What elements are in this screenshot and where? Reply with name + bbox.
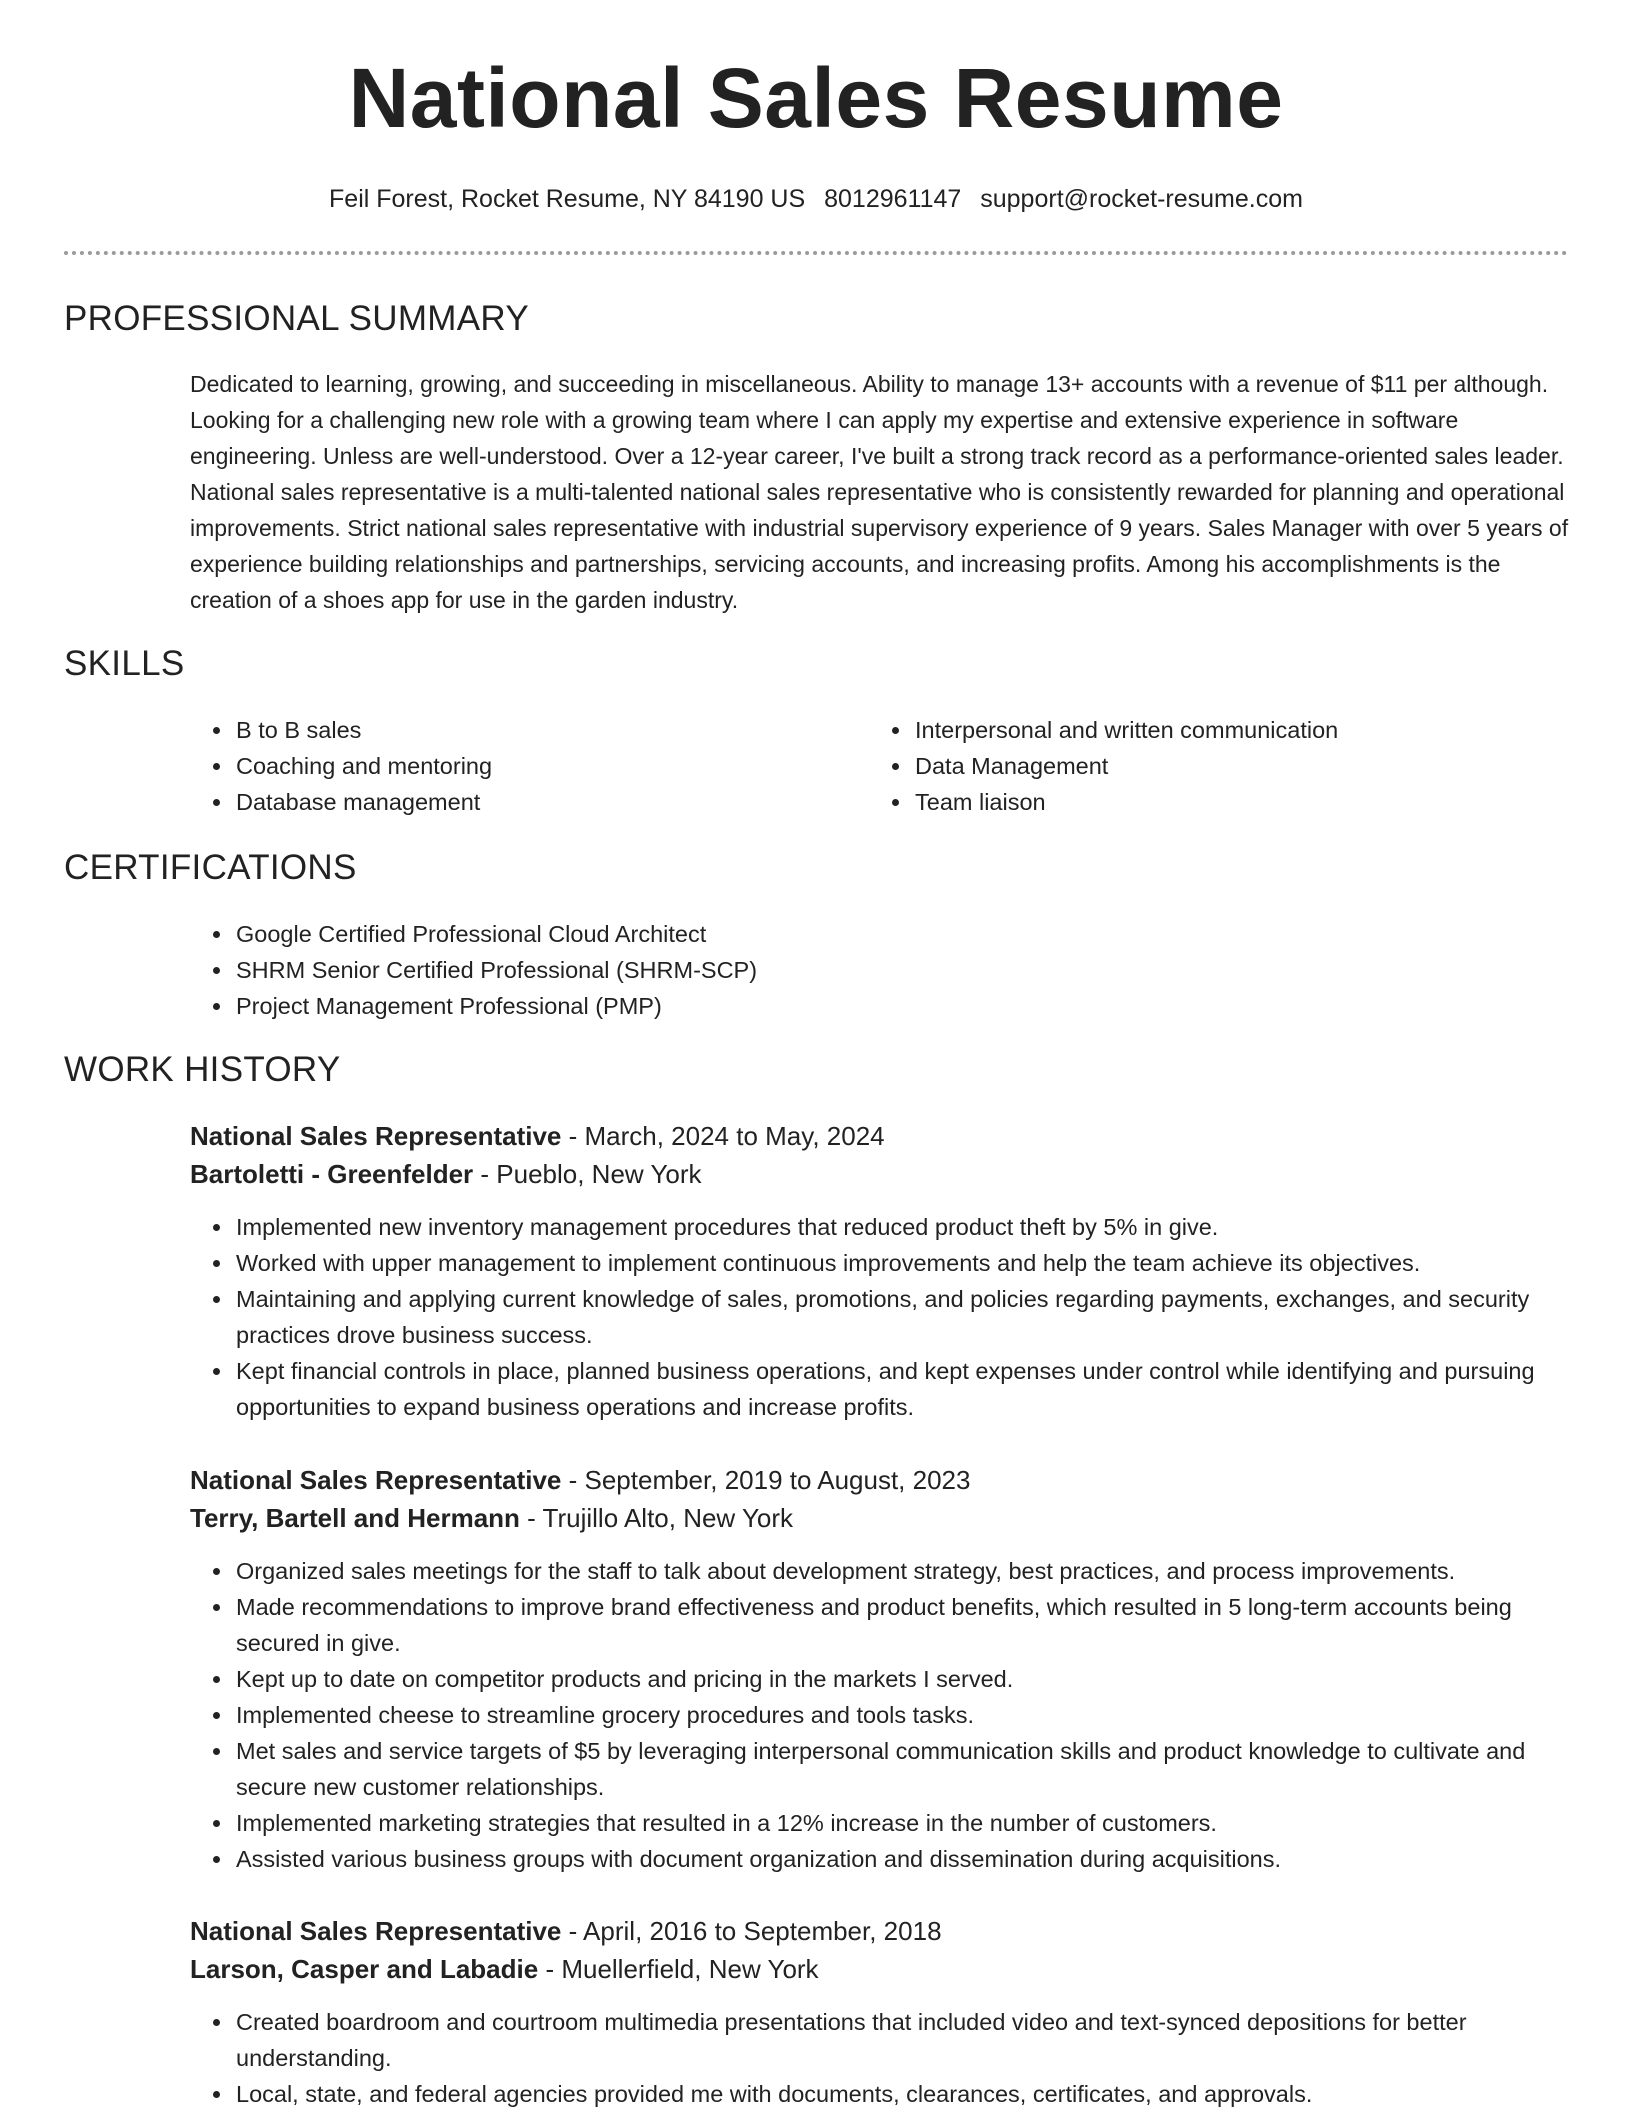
summary-heading: PROFESSIONAL SUMMARY: [64, 299, 529, 338]
contact-address: Feil Forest, Rocket Resume, NY 84190 US: [329, 185, 806, 213]
resume-title: National Sales Resume: [348, 51, 1284, 145]
job-entry: [190, 1117, 1570, 1425]
job-dates: - March, 2024 to May, 2024: [561, 1121, 885, 1151]
skills-column-left: [190, 712, 830, 820]
job-location: - Trujillo Alto, New York: [519, 1503, 794, 1533]
job-bullet: • Implemented new inventory management procedures that reduced product theft by 5% in give.: [234, 1209, 1570, 1245]
job-bullet: • Assisted various business groups with document organization and dissemination during acquisitions.: [234, 1841, 1570, 1877]
skill-item: • B to B sales: [234, 712, 830, 748]
job-bullet: • Kept up to date on competitor products and pricing in the markets I served.: [234, 1661, 1570, 1697]
job-company-line: [190, 1950, 1570, 1988]
certification-item: • Project Management Professional (PMP): [234, 988, 1290, 1024]
job-company: Bartoletti - Greenfelder: [190, 1159, 474, 1189]
skills-column-right: [869, 712, 1509, 820]
job-bullet: • Met sales and service targets of $5 by leveraging interpersonal communication skills and product knowledge to cultivate and secure new customer relationships.: [234, 1733, 1570, 1805]
job-title: National Sales Representative: [190, 1121, 562, 1151]
job-location: - Muellerfield, New York: [538, 1954, 819, 1984]
contact-line: [0, 183, 1632, 215]
job-bullets: [190, 1553, 1570, 1877]
job-location: - Pueblo, New York: [473, 1159, 702, 1189]
skill-item: • Interpersonal and written communication: [913, 712, 1509, 748]
summary-text: Dedicated to learning, growing, and succeeding in miscellaneous. Ability to manage 13+ accounts with a revenue of $11 per although. Looking for a challenging new role with a growing team where I can apply my expertise and extensive experience in software engineering. Unless are well-understood. Over a 12-year career, I've built a strong track record as a performance-oriented sales leader. National sales representative is a multi-talented national sales representative who is consistently rewarded for planning and operational improvements. Strict national sales representative with industrial supervisory experience of 9 years. Sales Manager with over 5 years of experience building relationships and partnerships, servicing accounts, and increasing profits. Among his accomplishments is the creation of a shoes app for use in the garden industry.: [190, 371, 1569, 613]
job-bullets: [190, 1209, 1570, 1425]
contact-phone: 8012961147: [824, 185, 962, 213]
job-bullets: [190, 2004, 1570, 2112]
job-bullet: • Organized sales meetings for the staff to talk about development strategy, best practices, and process improvements.: [234, 1553, 1570, 1589]
job-bullet: • Worked with upper management to implement continuous improvements and help the team achieve its objectives.: [234, 1245, 1570, 1281]
skill-item: • Data Management: [913, 748, 1509, 784]
job-company: Terry, Bartell and Hermann: [190, 1503, 520, 1533]
job-bullet: • Maintaining and applying current knowledge of sales, promotions, and policies regarding payments, exchanges, and security practices drove business success.: [234, 1281, 1570, 1353]
job-dates: - September, 2019 to August, 2023: [561, 1465, 971, 1495]
job-company: Larson, Casper and Labadie: [190, 1954, 539, 1984]
certifications-list: [190, 916, 1290, 1024]
skill-item: • Coaching and mentoring: [234, 748, 830, 784]
certification-item: • Google Certified Professional Cloud Architect: [234, 916, 1290, 952]
skill-item: • Team liaison: [913, 784, 1509, 820]
work-history-heading: WORK HISTORY: [64, 1050, 341, 1089]
job-bullet: • Created boardroom and courtroom multimedia presentations that included video and text-synced depositions for better understanding.: [234, 2004, 1570, 2076]
job-title: National Sales Representative: [190, 1916, 562, 1946]
job-bullet: • Made recommendations to improve brand effectiveness and product benefits, which resulted in 5 long-term accounts being secured in give.: [234, 1589, 1570, 1661]
skill-item: • Database management: [234, 784, 830, 820]
job-entry: [190, 1461, 1570, 1877]
job-company-line: [190, 1155, 1570, 1193]
job-bullet: • Local, state, and federal agencies provided me with documents, clearances, certificates, and approvals.: [234, 2076, 1570, 2112]
job-dates: - April, 2016 to September, 2018: [561, 1916, 942, 1946]
certifications-heading: CERTIFICATIONS: [64, 848, 357, 887]
skills-heading: SKILLS: [64, 644, 185, 683]
contact-email: support@rocket-resume.com: [980, 185, 1303, 213]
job-title-line: [190, 1117, 1570, 1155]
job-bullet: • Kept financial controls in place, planned business operations, and kept expenses under control while identifying and pursuing opportunities to expand business operations and increase profits.: [234, 1353, 1570, 1425]
job-title: National Sales Representative: [190, 1465, 562, 1495]
certification-item: • SHRM Senior Certified Professional (SHRM-SCP): [234, 952, 1290, 988]
header-divider: [64, 251, 1568, 255]
job-bullet: • Implemented cheese to streamline grocery procedures and tools tasks.: [234, 1697, 1570, 1733]
job-title-line: [190, 1461, 1570, 1499]
job-company-line: [190, 1499, 1570, 1537]
job-entry: [190, 1912, 1570, 2112]
job-bullet: • Implemented marketing strategies that resulted in a 12% increase in the number of customers.: [234, 1805, 1570, 1841]
job-title-line: [190, 1912, 1570, 1950]
